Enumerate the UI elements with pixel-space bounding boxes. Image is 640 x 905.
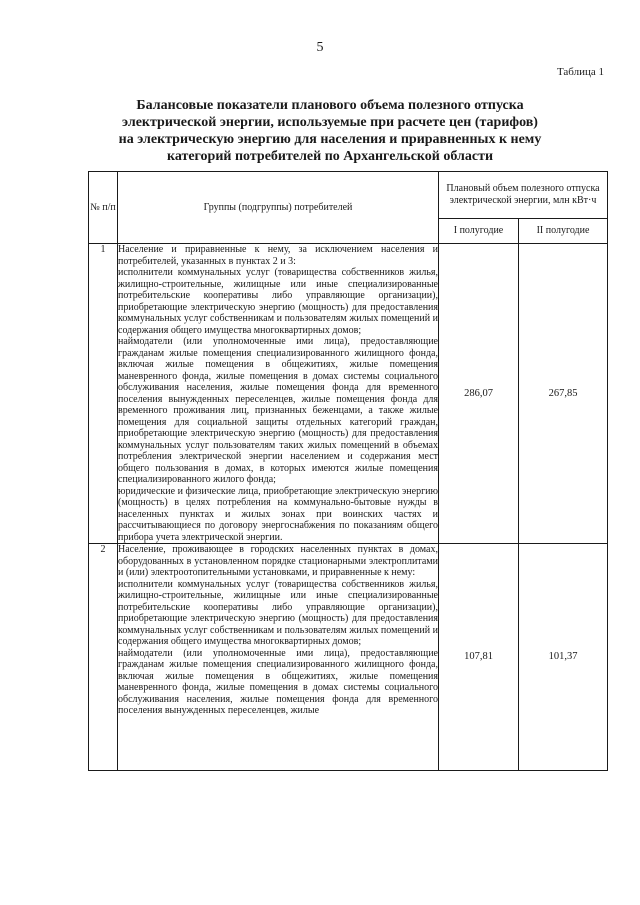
- row-paragraph: наймодатели (или уполномоченные ими лица), предоставляющие гражданам жилые помещения специализированного жилищного фонда, включая жилые помещения в общежитиях, жилые помещения маневренного фонда, жилые помещения в домах системы социального обслуживания населения, жилые помещения фонда для временного поселения вынужденных переселенцев, жилые помещения фонда для временного проживания лиц, признанных беженцами, а также жилые помещения для социальной защиты отдельных категорий граждан, приобретающие электрическую энергию (мощность) для предоставления коммунальных услуг пользователям таких жилых помещений в объемах потребления электрической энергии населением и содержания мест общего пользования в домах, в которых имеются жилые помещения специализированного жилого фонда;: [118, 336, 438, 485]
- row-half2-value: 101,37: [519, 544, 608, 771]
- header-row: [89, 172, 608, 219]
- row-paragraph: юридические и физические лица, приобретающие электрическую энергию (мощность) в целях потребления на коммунально-бытовые нужды в населенных пунктах и жилых зонах при воинских частях и рассчитывающиеся по договору энергоснабжения по показаниям общего прибора учета электрической энергии.: [118, 485, 438, 543]
- title-line: электрической энергии, используемые при расчете цен (тарифов): [122, 115, 538, 130]
- row-paragraph: исполнители коммунальных услуг (товарищества собственников жилья, жилищно-строительные, жилищные или иные специализированные потребительские кооперативы либо управляющие организации), приобретающие электрическую энергию (мощность) для предоставления коммунальных услуг собственникам и пользователям жилых помещений и содержания общего имущества многоквартирных домов;: [118, 267, 438, 336]
- row-half1-value: 286,07: [439, 244, 519, 544]
- title-line: Балансовые показатели планового объема полезного отпуска: [136, 98, 524, 113]
- table-row: [89, 244, 608, 544]
- row-paragraph: исполнители коммунальных услуг (товарищества собственников жилья, жилищно-строительные, жилищные или иные специализированные потребительские кооперативы либо управляющие организации), приобретающие электрическую энергию (мощность) для предоставления коммунальных услуг собственникам и пользователям жилых помещений и содержания общего имущества многоквартирных домов;: [118, 578, 438, 647]
- header-half2-label: II полугодие: [536, 225, 590, 237]
- header-half1: [439, 219, 519, 244]
- row-number: 1: [89, 244, 118, 544]
- row-half1-value: 107,81: [439, 544, 519, 771]
- title-line: категорий потребителей по Архангельской области: [166, 149, 494, 164]
- document-title: [95, 97, 565, 165]
- header-group-label: Группы (подгруппы) потребителей: [203, 201, 353, 213]
- row-paragraph: Население, проживающее в городских населенных пунктах в домах, оборудованных в установленном порядке стационарными электроплитами и (или) электроотопительными установками, и приравненные к нему:: [118, 544, 438, 578]
- table-row: [89, 544, 608, 771]
- table-label: Таблица 1: [556, 66, 604, 78]
- header-half1-label: I полугодие: [453, 225, 504, 237]
- header-volume-label: Плановый объем полезного отпуска электрической энергии, млн кВт·ч: [446, 183, 600, 206]
- page-number: 5: [316, 40, 324, 55]
- header-half2: [519, 219, 608, 244]
- header-volume: [439, 172, 608, 219]
- row-number: 2: [89, 544, 118, 771]
- row-description: [118, 544, 439, 771]
- title-line: на электрическую энергию для населения и приравненных к нему: [118, 132, 542, 147]
- header-num-label: № п/п: [90, 201, 116, 213]
- row-description: [118, 244, 439, 544]
- row-paragraph: наймодатели (или уполномоченные ими лица), предоставляющие гражданам жилые помещения специализированного жилищного фонда, включая жилые помещения в общежитиях, жилые помещения маневренного фонда, жилые помещения в домах системы социального обслуживания населения, жилые помещения фонда для временного поселения вынужденных переселенцев, жилые: [118, 647, 438, 716]
- header-group: [118, 172, 439, 244]
- row-description-clip: [118, 544, 438, 770]
- row-paragraph: Население и приравненные к нему, за исключением населения и потребителей, указанных в пунктах 2 и 3:: [118, 244, 438, 267]
- balance-table: [88, 171, 608, 771]
- header-num: [89, 172, 118, 244]
- row-half2-value: 267,85: [519, 244, 608, 544]
